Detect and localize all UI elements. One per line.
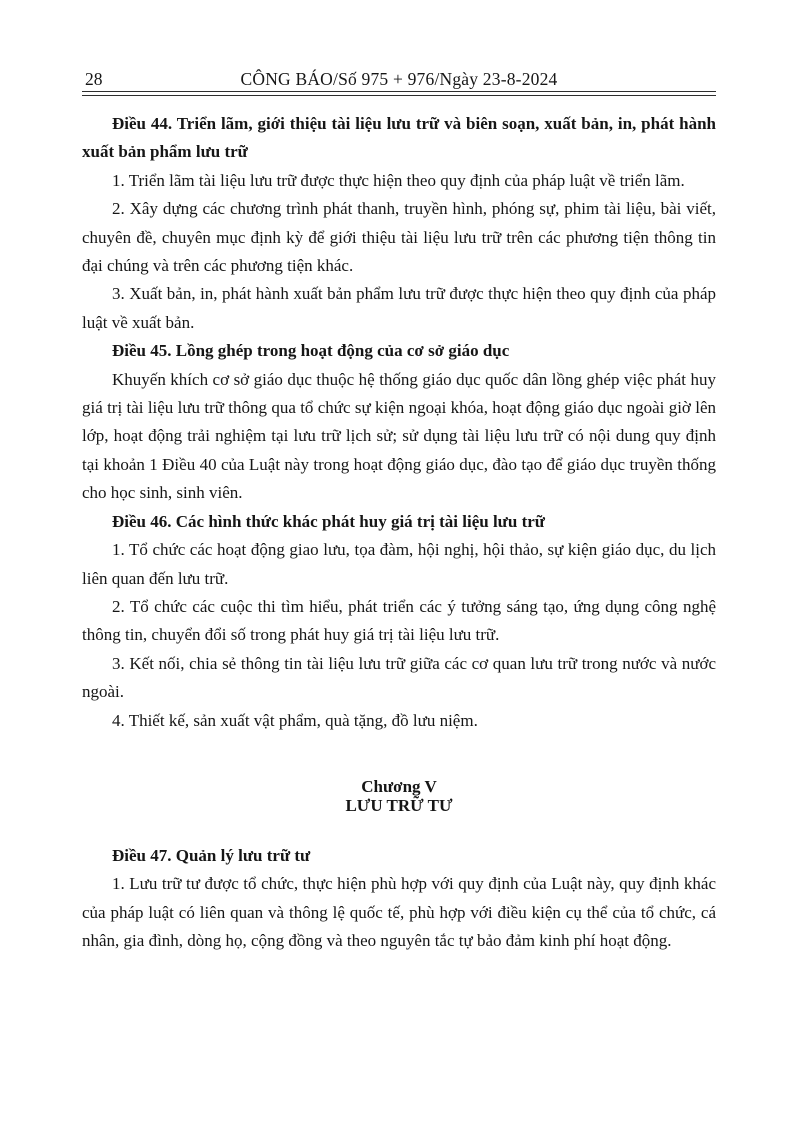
- page-number: 28: [85, 69, 103, 89]
- article-44-clause-3: 3. Xuất bản, in, phát hành xuất bản phẩm lưu trữ được thực hiện theo quy định của pháp luật về xuất bản.: [82, 284, 716, 332]
- article-46-clause-1: 1. Tổ chức các hoạt động giao lưu, tọa đàm, hội nghị, hội thảo, sự kiện giáo dục, du lịch liên quan đến lưu trữ.: [82, 540, 716, 588]
- article-44-clause-2: 2. Xây dựng các chương trình phát thanh, truyền hình, phóng sự, phim tài liệu, bài viết, chuyên đề, chuyên mục định kỳ để giới thiệu tài liệu lưu trữ trên các phương tiện thông tin đại chúng và trên các phương tiện khác.: [82, 199, 716, 276]
- article-45-heading: Điều 45. Lồng ghép trong hoạt động của cơ sở giáo dục: [112, 341, 510, 361]
- article-46-clause-3: 3. Kết nối, chia sẻ thông tin tài liệu lưu trữ giữa các cơ quan lưu trữ trong nước và nước ngoài.: [82, 653, 716, 702]
- gazette-title: CÔNG BÁO/Số 975 + 976/Ngày 23-8-2024: [240, 69, 558, 89]
- article-47-clause-1: 1. Lưu trữ tư được tổ chức, thực hiện phù hợp với quy định của Luật này, quy định khác của pháp luật có liên quan và thông lệ quốc tế, phù hợp với điều kiện cụ thể của tổ chức, cá nhân, gia đình, dòng họ, cộng đồng và theo nguyên tắc tự bảo đảm kinh phí hoạt động.: [82, 874, 716, 951]
- document-body: [82, 110, 716, 956]
- article-46-clause-2: 2. Tổ chức các cuộc thi tìm hiểu, phát triển các ý tưởng sáng tạo, ứng dụng công nghệ thông tin, chuyển đổi số trong phát huy giá trị tài liệu lưu trữ.: [82, 596, 716, 645]
- article-44-clause-1: 1. Triển lãm tài liệu lưu trữ được thực hiện theo quy định của pháp luật về triển lãm.: [112, 170, 685, 190]
- article-46-clause-4: 4. Thiết kế, sản xuất vật phẩm, quà tặng, đồ lưu niệm.: [112, 710, 478, 730]
- chapter-number: Chương V: [361, 776, 437, 796]
- header-double-rule: [82, 91, 716, 96]
- article-44-heading: Điều 44. Triển lãm, giới thiệu tài liệu lưu trữ và biên soạn, xuất bản, in, phát hành xuất bản phẩm lưu trữ: [82, 114, 716, 162]
- page-header: [82, 68, 716, 90]
- article-47-heading: Điều 47. Quản lý lưu trữ tư: [112, 845, 311, 865]
- chapter-title: LƯU TRỮ TƯ: [345, 795, 453, 815]
- article-45-body: Khuyến khích cơ sở giáo dục thuộc hệ thống giáo dục quốc dân lồng ghép việc phát huy giá trị tài liệu lưu trữ thông qua tổ chức sự kiện ngoại khóa, hoạt động giáo dục ngoài giờ lên lớp, hoạt động trải nghiệm tại lưu trữ lịch sử; sử dụng tài liệu lưu trữ có nội dung quy định tại khoản 1 Điều 40 của Luật này trong hoạt động giáo dục, đào tạo để giáo dục truyền thống cho học sinh, sinh viên.: [82, 369, 716, 503]
- article-46-heading: Điều 46. Các hình thức khác phát huy giá trị tài liệu lưu trữ: [112, 511, 545, 531]
